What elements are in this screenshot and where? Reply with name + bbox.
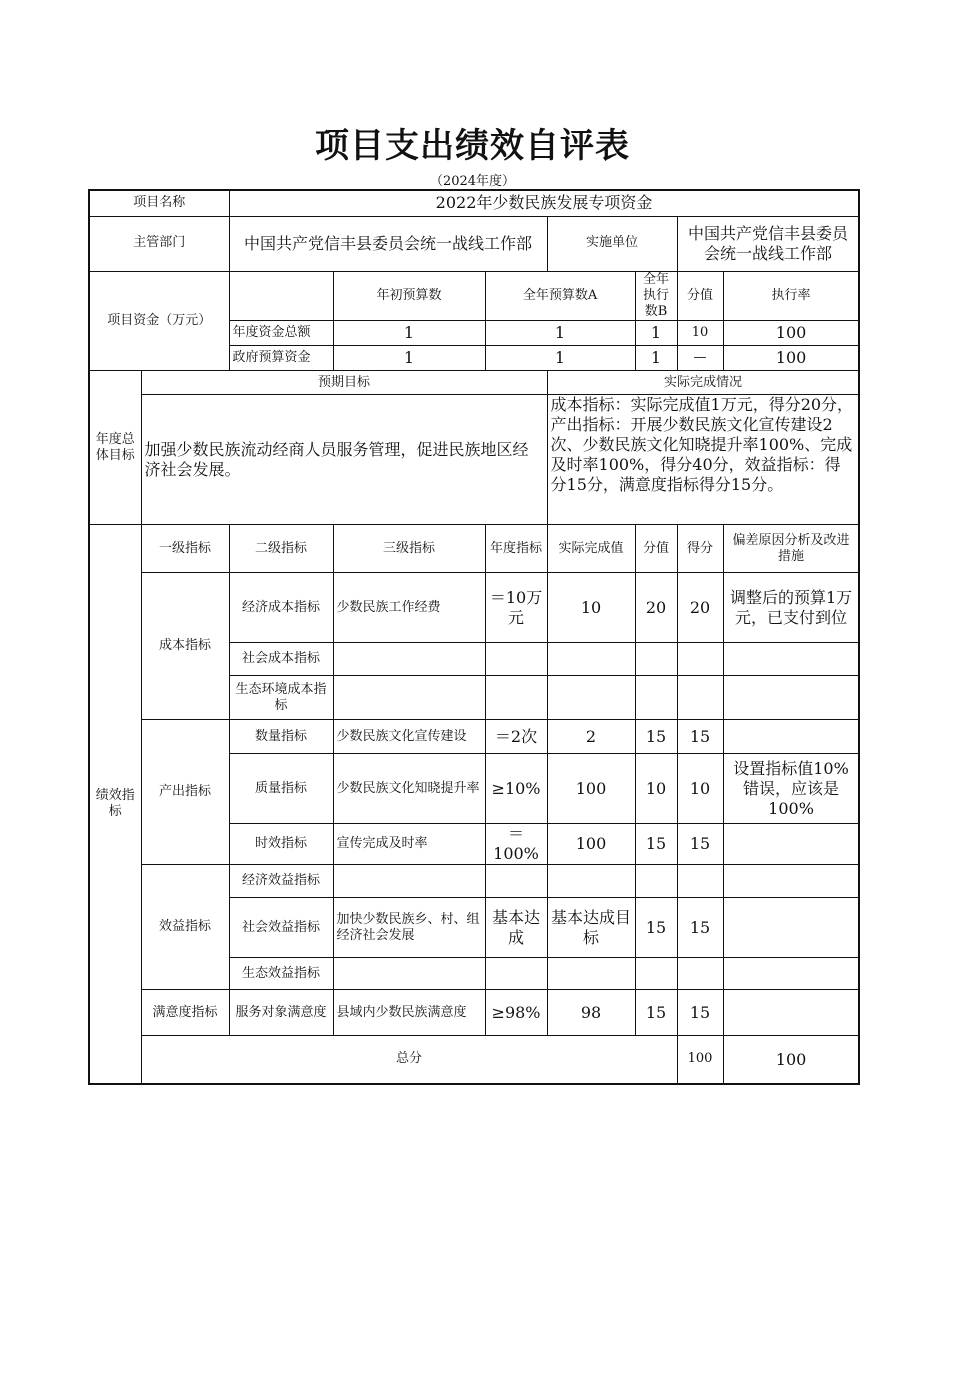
level3-indicator: 少数民族文化宣传建设: [333, 720, 485, 754]
funds-row-name: 政府预算资金: [229, 346, 333, 371]
annual-target: ＝100%: [485, 824, 547, 865]
score: 10: [677, 754, 723, 824]
level2-indicator: 经济成本指标: [229, 573, 333, 643]
score-max: 15: [635, 824, 677, 865]
score: [677, 958, 723, 990]
level2-indicator: 社会成本指标: [229, 643, 333, 676]
deviation-remark: [723, 643, 859, 676]
funds-cell: 1: [333, 346, 485, 371]
actual-value: 98: [547, 990, 635, 1036]
score: 15: [677, 720, 723, 754]
funds-header: 全年预算数A: [485, 271, 635, 321]
score: 15: [677, 990, 723, 1036]
deviation-remark: [723, 865, 859, 898]
perf-header: 得分: [677, 525, 723, 573]
deviation-remark: 设置指标值10%错误，应该是100%: [723, 754, 859, 824]
perf-header: 实际完成值: [547, 525, 635, 573]
funds-header: 全年执行数B: [635, 271, 677, 321]
score: [677, 643, 723, 676]
level3-indicator: 加快少数民族乡、村、组经济社会发展: [333, 898, 485, 958]
funds-cell: 1: [485, 346, 635, 371]
total-score-max: 100: [677, 1036, 723, 1084]
score: [677, 676, 723, 720]
annual-target: [485, 643, 547, 676]
impl-label: 实施单位: [547, 216, 677, 271]
score-max: [635, 643, 677, 676]
level3-indicator: [333, 676, 485, 720]
project-name-label: 项目名称: [89, 190, 229, 216]
score-max: [635, 958, 677, 990]
expected-goal: 加强少数民族流动经商人员服务管理，促进民族地区经济社会发展。: [141, 395, 547, 525]
perf-header: 三级指标: [333, 525, 485, 573]
funds-cell: 1: [635, 321, 677, 346]
funds-cell: 1: [485, 321, 635, 346]
actual-value: 100: [547, 754, 635, 824]
self-evaluation-table: [88, 189, 860, 1085]
annual-target: ≥98%: [485, 990, 547, 1036]
total-score: 100: [723, 1036, 859, 1084]
annual-target: ＝2次: [485, 720, 547, 754]
deviation-remark: [723, 958, 859, 990]
score: [677, 865, 723, 898]
deviation-remark: [723, 898, 859, 958]
deviation-remark: [723, 990, 859, 1036]
level2-indicator: 社会效益指标: [229, 898, 333, 958]
annual-target: ≥10%: [485, 754, 547, 824]
level2-indicator: 生态效益指标: [229, 958, 333, 990]
total-label: 总分: [141, 1036, 677, 1084]
actual-value: 10: [547, 573, 635, 643]
annual-target: 基本达成: [485, 898, 547, 958]
project-name-value: 2022年少数民族发展专项资金: [229, 190, 859, 216]
perf-header: 一级指标: [141, 525, 229, 573]
year-subtitle: （2024年度）: [429, 174, 516, 189]
level3-indicator: 少数民族文化知晓提升率: [333, 754, 485, 824]
actual-value: 基本达成目标: [547, 898, 635, 958]
funds-cell: 10: [677, 321, 723, 346]
funds-header: 分值: [677, 271, 723, 321]
level2-indicator: 数量指标: [229, 720, 333, 754]
annual-target: [485, 676, 547, 720]
score: 15: [677, 898, 723, 958]
funds-row-name: 年度资金总额: [229, 321, 333, 346]
level3-indicator: [333, 865, 485, 898]
perf-header: 年度指标: [485, 525, 547, 573]
level3-indicator: [333, 643, 485, 676]
score-max: 15: [635, 990, 677, 1036]
actual-value: 100: [547, 824, 635, 865]
level2-indicator: 质量指标: [229, 754, 333, 824]
annual-target: [485, 865, 547, 898]
level3-indicator: [333, 958, 485, 990]
level2-indicator: 经济效益指标: [229, 865, 333, 898]
dept-label: 主管部门: [89, 216, 229, 271]
annual-target: ＝10万元: [485, 573, 547, 643]
actual-value: [547, 958, 635, 990]
deviation-remark: 调整后的预算1万元，已支付到位: [723, 573, 859, 643]
funds-label: 项目资金（万元）: [89, 271, 229, 371]
funds-header: 执行率: [723, 271, 859, 321]
funds-header: 年初预算数: [333, 271, 485, 321]
level3-indicator: 宣传完成及时率: [333, 824, 485, 865]
score-max: [635, 865, 677, 898]
expected-header: 预期目标: [141, 371, 547, 395]
actual-value: [547, 643, 635, 676]
score: 15: [677, 824, 723, 865]
level1-indicator: 满意度指标: [141, 990, 229, 1036]
perf-header: 二级指标: [229, 525, 333, 573]
funds-cell: 100: [723, 346, 859, 371]
funds-cell: 100: [723, 321, 859, 346]
page-title: 项目支出绩效自评表: [315, 126, 630, 166]
score-max: 20: [635, 573, 677, 643]
actual-header: 实际完成情况: [547, 371, 859, 395]
perf-header: 偏差原因分析及改进措施: [723, 525, 859, 573]
actual-value: 2: [547, 720, 635, 754]
perf-label: 绩效指标: [89, 525, 141, 1084]
actual-result: 成本指标：实际完成值1万元，得分20分，产出指标：开展少数民族文化宣传建设2次、少数民族文化知晓提升率100%、完成及时率100%，得分40分，效益指标：得分15分，满意度指标得分15分。: [547, 395, 859, 525]
deviation-remark: [723, 824, 859, 865]
score-max: 10: [635, 754, 677, 824]
level2-indicator: 生态环境成本指标: [229, 676, 333, 720]
annual-target: [485, 958, 547, 990]
level3-indicator: 少数民族工作经费: [333, 573, 485, 643]
perf-header: 分值: [635, 525, 677, 573]
funds-cell: 1: [635, 346, 677, 371]
level1-indicator: 产出指标: [141, 720, 229, 865]
impl-value: 中国共产党信丰县委员会统一战线工作部: [677, 216, 859, 271]
score: 20: [677, 573, 723, 643]
level1-indicator: 效益指标: [141, 865, 229, 990]
level3-indicator: 县域内少数民族满意度: [333, 990, 485, 1036]
funds-cell: —: [677, 346, 723, 371]
deviation-remark: [723, 676, 859, 720]
score-max: [635, 676, 677, 720]
goals-label: 年度总体目标: [89, 371, 141, 525]
actual-value: [547, 865, 635, 898]
score-max: 15: [635, 898, 677, 958]
actual-value: [547, 676, 635, 720]
deviation-remark: [723, 720, 859, 754]
level1-indicator: 成本指标: [141, 573, 229, 720]
level2-indicator: 服务对象满意度: [229, 990, 333, 1036]
dept-value: 中国共产党信丰县委员会统一战线工作部: [229, 216, 547, 271]
score-max: 15: [635, 720, 677, 754]
funds-cell: 1: [333, 321, 485, 346]
level2-indicator: 时效指标: [229, 824, 333, 865]
